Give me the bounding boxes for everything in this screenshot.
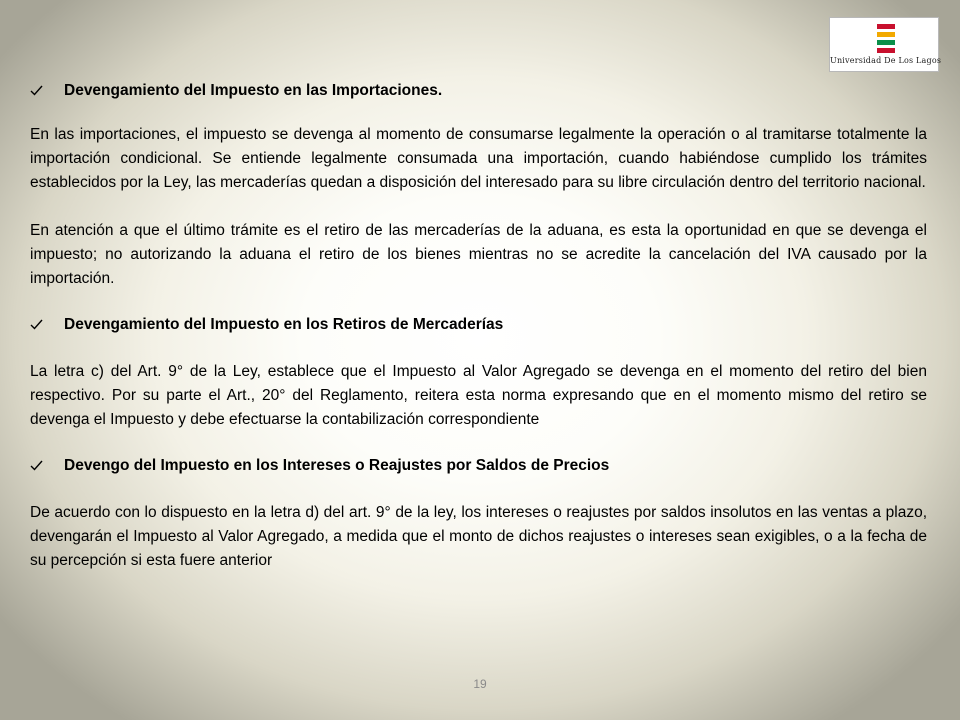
paragraph: La letra c) del Art. 9° de la Ley, establece que el Impuesto al Valor Agregado se devenga en el momento del retiro del bien respectivo. Por su parte el Art., 20° del Reglamento, reitera esta norma expresando que en el momento mismo del retiro se devenga el Impuesto y debe efectuarse la contabilización correspondiente — [30, 363, 927, 428]
university-logo-icon — [876, 24, 896, 54]
page-number: 19 — [473, 677, 487, 691]
university-logo-text: Universidad De Los Lagos — [830, 56, 942, 65]
section-heading-text: Devengo del Impuesto en los Intereses o Reajustes por Saldos de Precios — [64, 457, 610, 474]
section-heading — [30, 313, 927, 337]
university-logo — [829, 17, 942, 72]
checkmark-icon — [30, 460, 43, 471]
section-heading-text: Devengamiento del Impuesto en los Retiros de Mercaderías — [64, 316, 504, 333]
section-heading — [30, 454, 927, 478]
section-heading — [30, 79, 927, 103]
slide-content — [30, 79, 927, 573]
paragraph: En las importaciones, el impuesto se devenga al momento de consumarse legalmente la operación o al tramitarse totalmente la importación condicional. Se entiende legalmente consumada una importación, cuando habiéndose cumplido los trámites establecidos por la Ley, las mercaderías quedan a disposición del interesado para su libre circulación dentro del territorio nacional. — [30, 126, 927, 191]
paragraph: En atención a que el último trámite es el retiro de las mercaderías de la aduana, es esta la oportunidad en que se devenga el impuesto; no autorizando la aduana el retiro de los bienes mientras no se acredite la cancelación del IVA causado por la importación. — [30, 222, 927, 287]
checkmark-icon — [30, 319, 43, 330]
paragraph: De acuerdo con lo dispuesto en la letra d) del art. 9° de la ley, los intereses o reajustes por saldos insolutos en las ventas a plazo, devengarán el Impuesto al Valor Agregado, a medida que el monto de dichos reajustes o intereses sean exigibles, o a la fecha de su percepción si esta fuere anterior — [30, 504, 927, 569]
checkmark-icon — [30, 85, 43, 96]
section-heading-text: Devengamiento del Impuesto en las Importaciones. — [64, 82, 443, 99]
